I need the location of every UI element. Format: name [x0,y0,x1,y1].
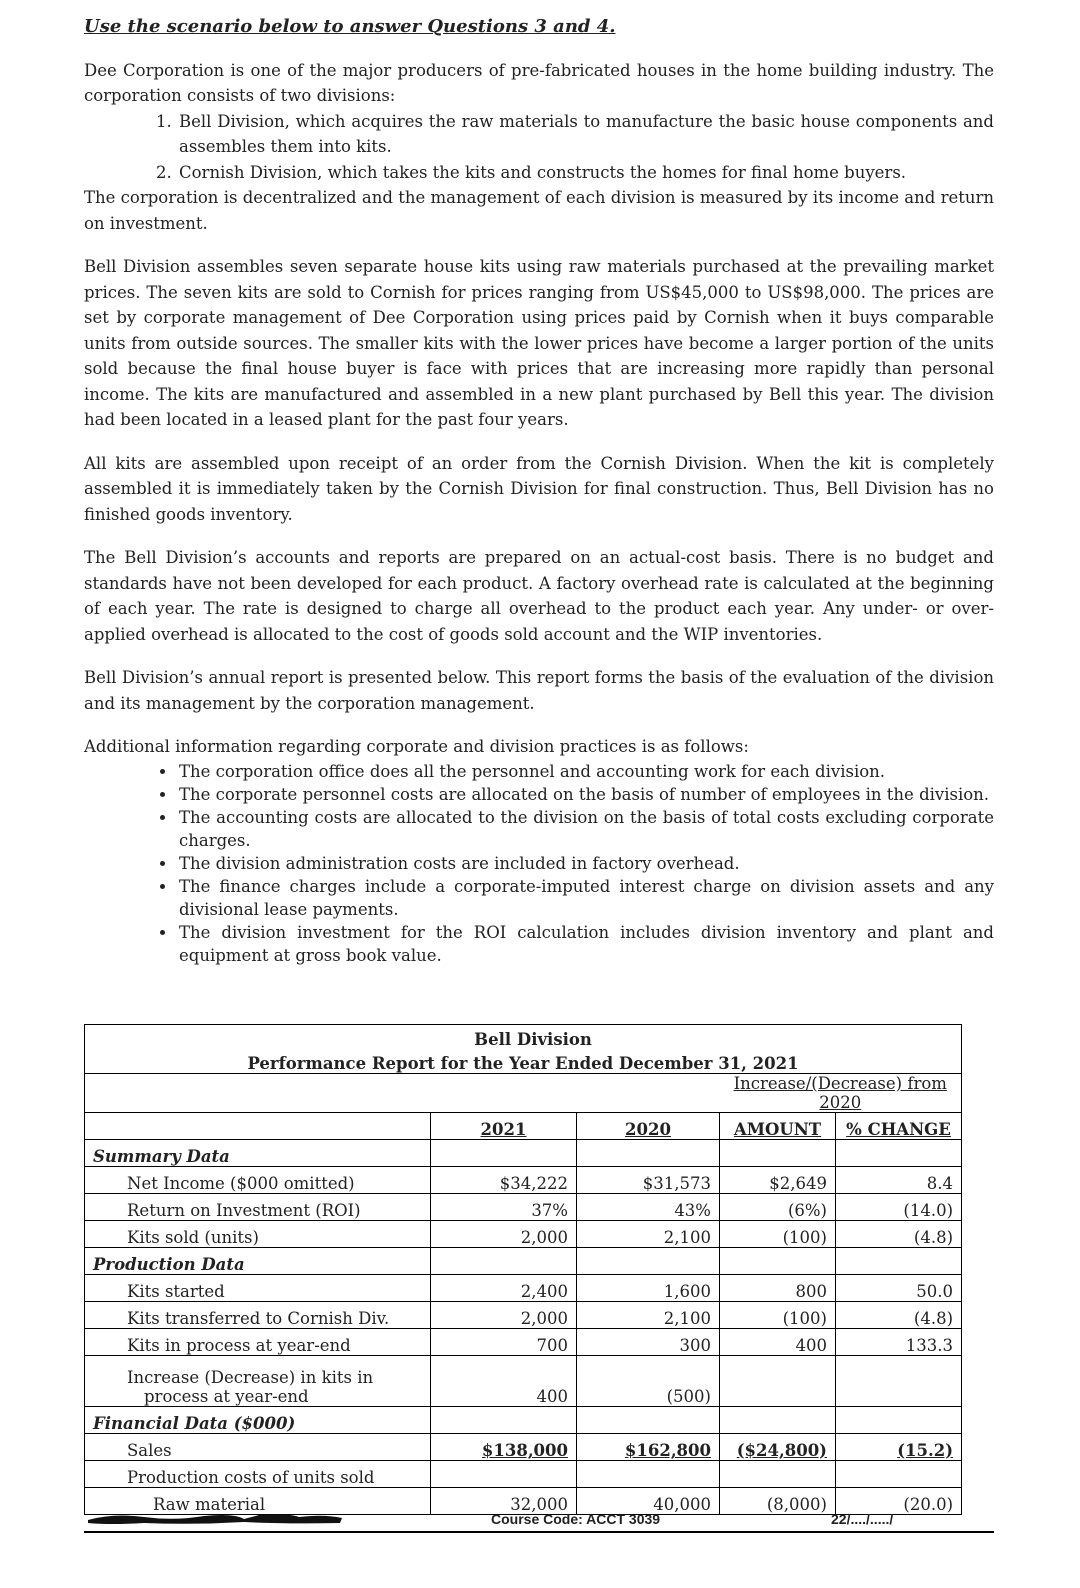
row-label: Production costs of units sold [85,1461,431,1488]
section-row [85,1407,962,1434]
cell-amount: (100) [720,1221,836,1248]
document-body [84,14,994,967]
cell-2020: (500) [577,1356,720,1407]
performance-report-table [84,1024,962,1515]
table-row [85,1434,962,1461]
cell-amount: 800 [720,1275,836,1302]
cell-2021: 700 [431,1329,577,1356]
bell-paragraph: Bell Division assembles seven separate house kits using raw materials purchased at the prevailing market prices. The seven kits are sold to Cornish for prices ranging from US$45,000 to US$98,000. The prices are set by corporate management of Dee Corporation using prices paid by Cornish when it buys comparable units from outside sources. The smaller kits with the lower prices have become a larger portion of the units sold because the final house buyer is face with prices that are increasing more rapidly than personal income. The kits are manufactured and assembled in a new plant purchased by Bell this year. The division had been located in a leased plant for the past four years. [84,257,994,429]
table-row [85,1275,962,1302]
cell-pct: 8.4 [836,1167,962,1194]
redacted-logo-mark [84,1511,346,1525]
cell-2020: 1,600 [577,1275,720,1302]
col-2020: 2020 [577,1113,720,1140]
cell-pct: (15.2) [836,1434,962,1461]
table-row [85,1194,962,1221]
decentralized-paragraph: The corporation is decentralized and the management of each division is measured by its income and return on investment. [84,188,994,233]
cell-2021: $138,000 [431,1434,577,1461]
cell-pct: 133.3 [836,1329,962,1356]
cell-amount: (8,000) [720,1488,836,1515]
cell-2021: 37% [431,1194,577,1221]
cell-2020: $31,573 [577,1167,720,1194]
table-row [85,1329,962,1356]
table-row [85,1356,962,1407]
report-title: Bell Division [474,1030,592,1049]
section-label: Financial Data ($000) [85,1407,431,1434]
col-2021: 2021 [431,1113,577,1140]
scenario-heading: Use the scenario below to answer Questions 3 and 4. [84,16,616,37]
kits-paragraph: All kits are assembled upon receipt of an order from the Cornish Division. When the kit is completely assembled it is immediately taken by the Cornish Division for final construction. Thus, Bell Division has no finished goods inventory. [84,453,994,524]
report-paragraph: Bell Division’s annual report is presented below. This report forms the basis of the evaluation of the division and its management by the corporation management. [84,668,994,713]
cell-2020: 300 [577,1329,720,1356]
course-code: Course Code: ACCT 3039 [491,1511,661,1527]
additional-intro: Additional information regarding corporate and division practices is as follows: [84,737,749,756]
cell-pct: (4.8) [836,1302,962,1329]
cell-amount: ($24,800) [720,1434,836,1461]
division-item: 2. Cornish Division, which takes the kits and constructs the homes for final home buyers. [177,160,994,186]
cell-pct: (20.0) [836,1488,962,1515]
division-item: 1. Bell Division, which acquires the raw materials to manufacture the basic house components and assembles them into kits. [177,109,994,160]
cell-2021: 400 [431,1356,577,1407]
col-pct-change: % CHANGE [836,1113,962,1140]
row-label: Return on Investment (ROI) [85,1194,431,1221]
page-footer [84,1509,994,1533]
report-subtitle: Performance Report for the Year Ended December 31, 2021 [247,1054,799,1073]
divisions-list [84,109,994,186]
row-label: Sales [85,1434,431,1461]
cell-2021: $34,222 [431,1167,577,1194]
row-label-line: process at year-end [144,1387,309,1406]
section-label: Summary Data [85,1140,431,1167]
column-header-row [85,1113,962,1140]
section-row [85,1140,962,1167]
change-header-row [85,1074,962,1113]
report-subtitle-row [85,1049,962,1074]
report-title-row [85,1025,962,1050]
row-label: Kits sold (units) [85,1221,431,1248]
practice-item: • The accounting costs are allocated to the division on the basis of total costs excluding corporate charges. [177,806,994,852]
cell-amount: 400 [720,1329,836,1356]
practice-item: • The division investment for the ROI calculation includes division inventory and plant and equipment at gross book value. [177,921,994,967]
row-label: Raw material [85,1488,431,1515]
row-label [85,1356,431,1407]
practice-item: • The finance charges include a corporate-imputed interest charge on division assets and any divisional lease payments. [177,875,994,921]
cell-amount: $2,649 [720,1167,836,1194]
cell-2021: 2,000 [431,1221,577,1248]
practice-item: • The corporation office does all the personnel and accounting work for each division. [177,760,994,783]
accounts-paragraph: The Bell Division’s accounts and reports are prepared on an actual-cost basis. There is no budget and standards have not been developed for each product. A factory overhead rate is calculated at the beginning of each year. The rate is designed to charge all overhead to the product each year. Any under- or over- applied overhead is allocated to the cost of goods sold account and the WIP inventories. [84,548,994,644]
table-row [85,1461,962,1488]
cell-2021: 2,000 [431,1302,577,1329]
section-row [85,1248,962,1275]
cell-2020: 40,000 [577,1488,720,1515]
table-row [85,1167,962,1194]
row-label: Net Income ($000 omitted) [85,1167,431,1194]
col-amount: AMOUNT [720,1113,836,1140]
practice-item: • The division administration costs are included in factory overhead. [177,852,994,875]
cell-pct: 50.0 [836,1275,962,1302]
cell-2020: $162,800 [577,1434,720,1461]
table-row [85,1302,962,1329]
cell-amount: (100) [720,1302,836,1329]
cell-2020: 43% [577,1194,720,1221]
practices-list [84,760,994,967]
cell-2020: 2,100 [577,1221,720,1248]
cell-pct: (14.0) [836,1194,962,1221]
cell-2020: 2,100 [577,1302,720,1329]
cell-2021: 32,000 [431,1488,577,1515]
practice-item: • The corporate personnel costs are allocated on the basis of number of employees in the division. [177,783,994,806]
row-label-line: Increase (Decrease) in kits in [127,1368,374,1387]
row-label: Kits in process at year-end [85,1329,431,1356]
page-marker: 22/..../...../ [831,1511,894,1527]
change-header: Increase/(Decrease) from 2020 [720,1074,962,1113]
table-row [85,1221,962,1248]
row-label: Kits started [85,1275,431,1302]
cell-pct: (4.8) [836,1221,962,1248]
cell-amount: (6%) [720,1194,836,1221]
section-label: Production Data [85,1248,431,1275]
intro-paragraph: Dee Corporation is one of the major producers of pre-fabricated houses in the home building industry. The corporation consists of two divisions: [84,60,994,105]
row-label: Kits transferred to Cornish Div. [85,1302,431,1329]
cell-2021: 2,400 [431,1275,577,1302]
